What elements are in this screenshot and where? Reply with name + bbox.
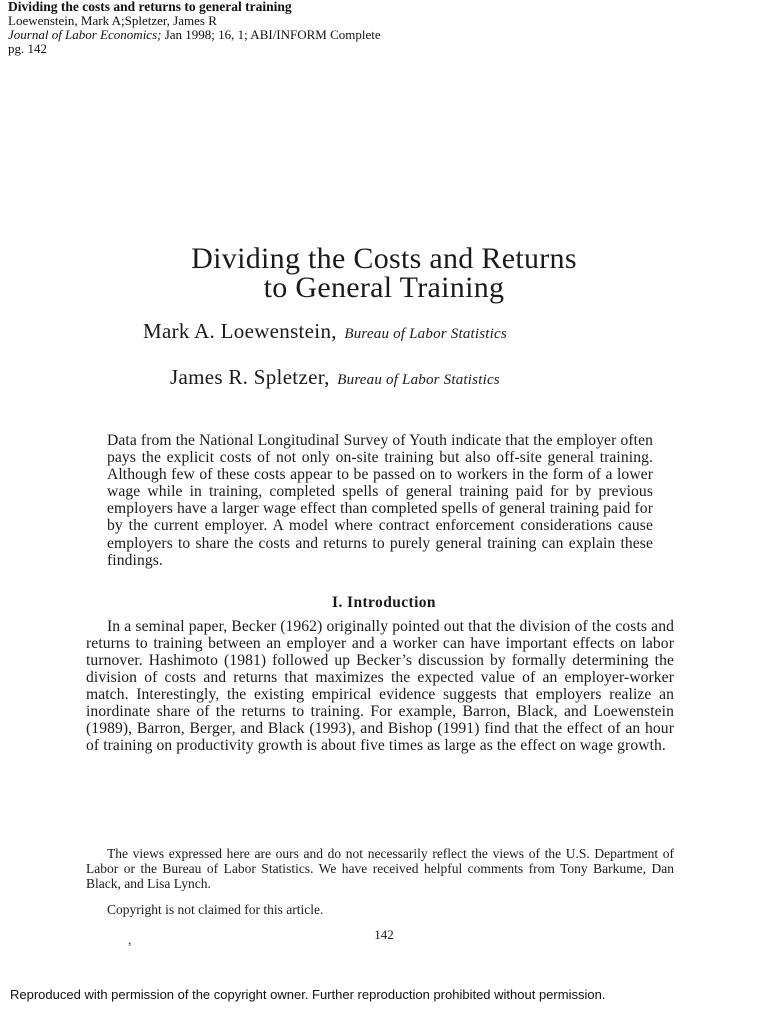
article-title-line-2: to General Training bbox=[263, 271, 505, 304]
document-header bbox=[8, 0, 381, 56]
abstract: Data from the National Longitudinal Survey of Youth indicate that the employer often pays the explicit costs of not only on-site training but also off-site general training. Although few of these costs appear to be passed on to workers in the form of a lower wage while in training, completed spells of general training paid for by previous employers have a larger wage effect than completed spells of general training paid for by the current employer. A model where contract enforcement considerations cause employers to share the costs and returns to purely general training can explain these findings. bbox=[107, 432, 653, 569]
author-1-name: Mark A. Loewenstein, bbox=[143, 319, 337, 343]
header-journal: Journal of Labor Economics; bbox=[8, 27, 162, 42]
author-2 bbox=[170, 365, 500, 390]
author-1-affiliation: Bureau of Labor Statistics bbox=[344, 326, 507, 342]
header-issue: Jan 1998; 16, 1; ABI/INFORM Complete bbox=[164, 27, 381, 42]
author-1 bbox=[143, 319, 507, 344]
copyright-note: Copyright is not claimed for this article. bbox=[107, 902, 324, 917]
section-heading-introduction: I. Introduction bbox=[332, 594, 436, 611]
intro-paragraph: In a seminal paper, Becker (1962) originally pointed out that the division of the costs and returns to training between an employer and a worker can have important effects on labor turnover. Hashimoto (1981) followed up Becker’s discussion by formally determining the division of costs and returns that maximizes the expected value of an employer-worker match. Interestingly, the existing empirical evidence suggests that employers realize an inordinate share of the returns to training. For example, Barron, Black, and Loewenstein (1989), Barron, Berger, and Black (1993), and Bishop (1991) find that the effect of an hour of training on productivity growth is about five times as large as the effect on wage growth. bbox=[86, 618, 674, 754]
header-authors: Loewenstein, Mark A;Spletzer, James R bbox=[8, 13, 217, 28]
author-2-name: James R. Spletzer, bbox=[170, 365, 330, 389]
page-number: 142 bbox=[374, 927, 394, 942]
footnote: The views expressed here are ours and do not necessarily reflect the views of the U.S. Department of Labor or the Bureau of Labor Statistics. We have received helpful comments from Tony Barkume, Dan Black, and Lisa Lynch. bbox=[86, 846, 674, 891]
stray-mark: , bbox=[128, 933, 132, 948]
article-title-line-1: Dividing the Costs and Returns bbox=[191, 242, 577, 275]
header-title: Dividing the costs and returns to general training bbox=[8, 0, 292, 14]
reproduction-notice: Reproduced with permission of the copyright owner. Further reproduction prohibited without permission. bbox=[10, 987, 606, 1002]
author-2-affiliation: Bureau of Labor Statistics bbox=[337, 372, 500, 388]
header-citation bbox=[8, 28, 381, 42]
header-page: pg. 142 bbox=[8, 41, 47, 56]
